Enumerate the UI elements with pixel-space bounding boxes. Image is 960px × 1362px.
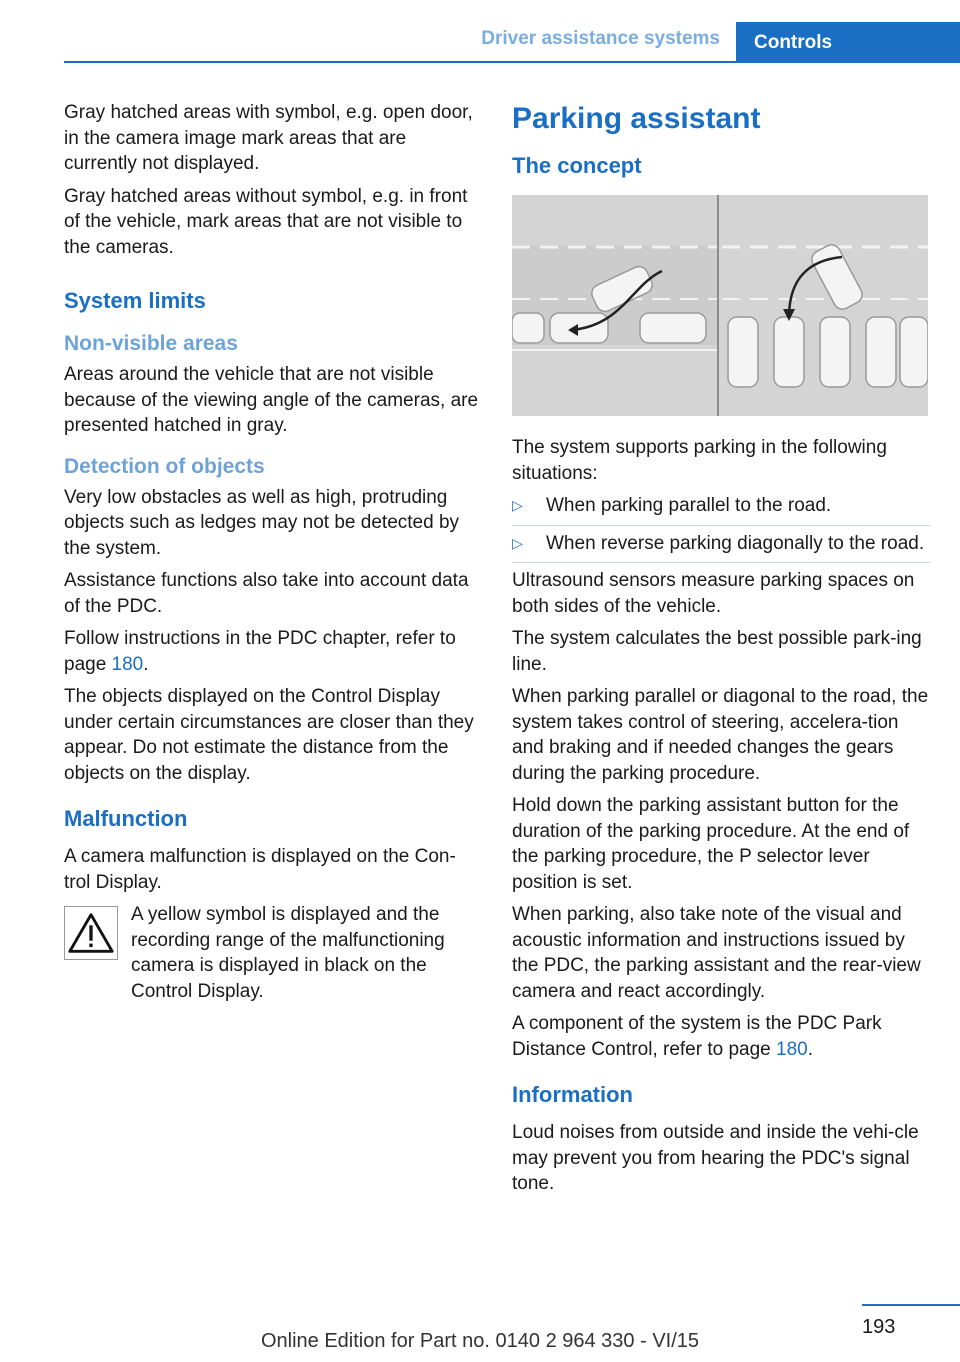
heading-the-concept: The concept xyxy=(512,153,642,178)
footer-divider xyxy=(862,1304,960,1306)
page-link[interactable]: 180 xyxy=(111,653,144,675)
paragraph: The system supports parking in the following situations: xyxy=(512,437,887,484)
triangle-bullet-icon: ▷ xyxy=(512,497,523,513)
parking-illustration xyxy=(512,195,928,416)
edition-note: Online Edition for Part no. 0140 2 964 330 - VI/15 xyxy=(260,1330,700,1352)
header-section-title: Driver assistance systems xyxy=(481,28,720,49)
paragraph: Assistance functions also take into account data of the PDC. xyxy=(64,570,469,617)
heading-system-limits: System limits xyxy=(64,288,206,313)
paragraph: When parking parallel or diagonal to the road, the system takes control of steering, accelera‐tion and braking and if needed changes the gears during the parking procedure. xyxy=(512,686,929,784)
page-number: 193 xyxy=(862,1316,896,1338)
right-column xyxy=(512,100,930,1204)
warning-text: A yellow symbol is displayed and the recording range of the malfunctioning camera is displayed in black on the Control Display. xyxy=(131,904,445,1002)
header-chapter-tab: Controls xyxy=(736,22,960,63)
list-item: ▷ When reverse parking diagonally to the road. xyxy=(512,531,930,564)
header-divider xyxy=(64,61,960,63)
triangle-bullet-icon: ▷ xyxy=(512,534,523,551)
situation-list xyxy=(512,493,930,563)
paragraph: Hold down the parking assistant button for the duration of the parking procedure. At the end of the parking procedure, the P selector lever position is set. xyxy=(512,795,910,893)
heading-non-visible-areas: Non-visible areas xyxy=(64,332,238,355)
paragraph: Gray hatched areas with symbol, e.g. open door, in the camera image mark areas that are currently not displayed. xyxy=(64,102,473,174)
paragraph: The objects displayed on the Control Display under certain circumstances are closer than they appear. Do not estimate the distance from the objects on the display. xyxy=(64,686,474,784)
paragraph: The system calculates the best possible park‐ing line. xyxy=(512,628,922,675)
paragraph: Loud noises from outside and inside the vehi‐cle may prevent you from hearing the PDC's signal tone. xyxy=(512,1122,919,1194)
paragraph: Ultrasound sensors measure parking spaces on both sides of the vehicle. xyxy=(512,570,915,617)
warning-note xyxy=(64,902,482,1004)
list-item: ▷ When parking parallel to the road. xyxy=(512,493,930,526)
heading-detection-of-objects: Detection of objects xyxy=(64,454,265,478)
heading-information: Information xyxy=(512,1082,633,1107)
paragraph-with-link: A component of the system is the PDC Park Distance Control, refer to page 180. xyxy=(512,1013,882,1060)
page-link[interactable]: 180 xyxy=(776,1038,808,1060)
paragraph: When parking, also take note of the visual and acoustic information and instructions issued by the PDC, the parking assistant and the rear‐view camera and react accordingly. xyxy=(512,904,921,1002)
heading-parking-assistant: Parking assistant xyxy=(512,102,761,135)
heading-malfunction: Malfunction xyxy=(64,806,188,831)
paragraph: Gray hatched areas without symbol, e.g. in front of the vehicle, mark areas that are not visible to the cameras. xyxy=(64,185,468,258)
warning-triangle-icon xyxy=(64,906,118,960)
paragraph: Areas around the vehicle that are not visible because of the viewing angle of the cameras, are presented hatched in gray. xyxy=(64,364,479,436)
paragraph: A camera malfunction is displayed on the Con‐trol Display. xyxy=(64,846,456,893)
left-column xyxy=(64,100,482,1011)
paragraph: Very low obstacles as well as high, protruding objects such as ledges may not be detected by the system. xyxy=(64,486,460,559)
paragraph-with-link: Follow instructions in the PDC chapter, refer to page 180. xyxy=(64,628,456,675)
